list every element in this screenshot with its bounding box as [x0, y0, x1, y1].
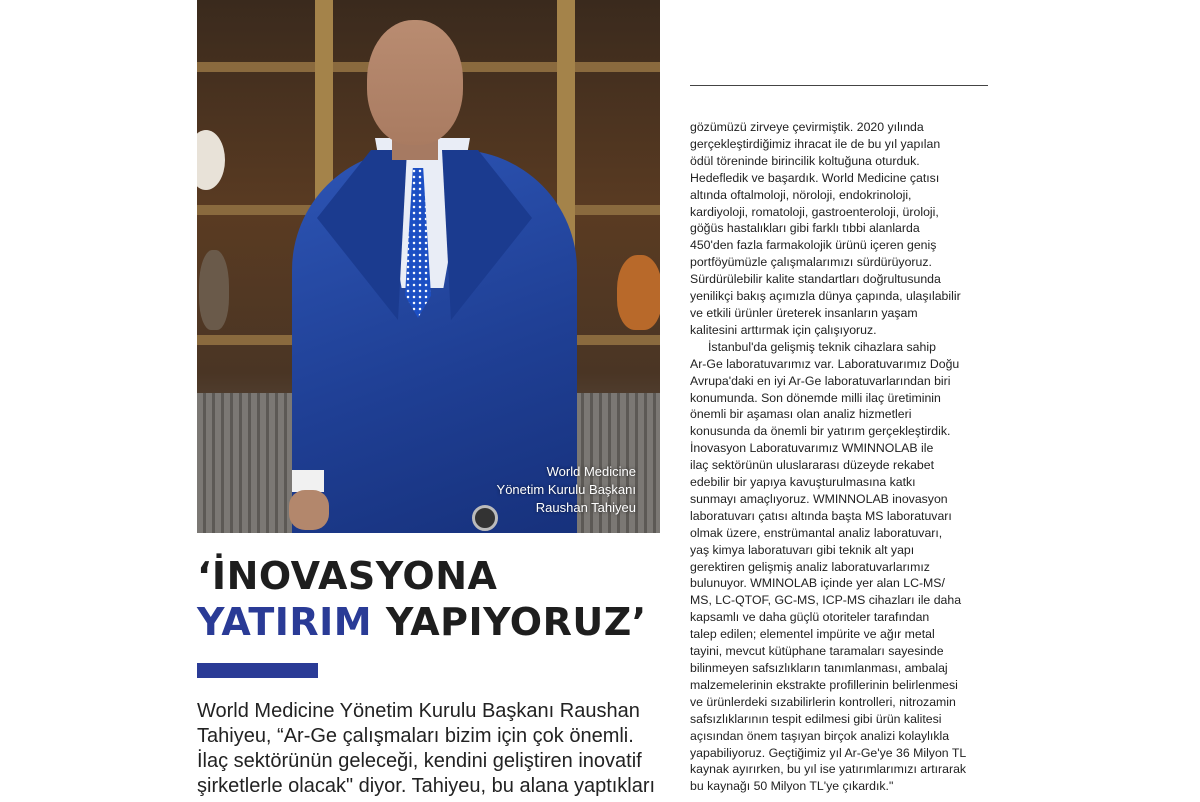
- headline-rest: YAPIYORUZ’: [372, 600, 647, 644]
- body-line: kaynak ayırırken, bu yıl ise yatırımlarımızı artırarak: [690, 762, 967, 777]
- lead-line: World Medicine Yönetim Kurulu Başkanı Raushan: [197, 700, 640, 722]
- body-line: Ar-Ge laboratuvarımız var. Laboratuvarımız Doğu: [690, 356, 960, 371]
- headline-line-2: [197, 599, 667, 645]
- body-line: gözümüzü zirveye çevirmiştik. 2020 yılında: [690, 120, 924, 134]
- body-line: bilinmeyen safsızlıkların tanımlanması, ambalaj: [690, 661, 948, 675]
- photo-caption: [497, 463, 636, 517]
- body-line: portföyümüzle çalışmalarımızı sürdürüyoruz.: [690, 255, 932, 270]
- body-line: ilaç sektörünün uluslararası düzeyde rekabet: [690, 458, 935, 473]
- body-line: tayini, mevcut kütüphane taramaları sayesinde: [690, 644, 944, 659]
- lead-line: şirketlerle olacak" diyor. Tahiyeu, bu alana yaptıkları: [197, 775, 656, 797]
- body-line: laboratuvarı çatısı altında başta MS laboratuvarı: [690, 508, 952, 523]
- body-line: kardiyoloji, romatoloji, gastroenteroloji, üroloji,: [690, 204, 939, 219]
- body-line: edebilir bir yapıya kavuşturulmasına katkı: [690, 475, 916, 490]
- vase: [617, 255, 660, 330]
- body-line: sunmayı amaçlıyoruz. WMINNOLAB inovasyon: [690, 491, 948, 506]
- body-line: ödül töreninde birincilik koltuğuna oturduk.: [690, 153, 920, 168]
- body-line: malzemelerinin ekstrakte profillerinin belirlenmesi: [690, 677, 958, 692]
- body-line: kalitesini arttırmak için çalışıyoruz.: [690, 322, 877, 337]
- headline-highlight: YATIRIM: [197, 600, 373, 644]
- lead-paragraph: [197, 699, 667, 799]
- body-line: açısından önem taşıyan birçok analizi kolaylıkla: [690, 728, 950, 743]
- accent-bar: [197, 663, 318, 678]
- body-line: bu kaynağı 50 Milyon TL'ye çıkardık.": [690, 779, 894, 794]
- column-divider: [690, 85, 988, 86]
- body-line: Avrupa'daki en iyi Ar-Ge laboratuvarlarından biri: [690, 373, 951, 388]
- head: [367, 20, 463, 145]
- article-headline: [197, 553, 667, 645]
- body-line: safsızlıklarının tespit edilmesi gibi ürün kalitesi: [690, 711, 942, 726]
- body-line: konusunda da önemli bir yatırım gerçekleştirdik.: [690, 424, 951, 439]
- body-line: kapsamlı ve daha güçlü otoriteler tarafından: [690, 610, 930, 625]
- shirt-cuff: [292, 470, 324, 492]
- headline-line-1: ‘İNOVASYONA: [197, 554, 498, 598]
- body-line: Sürdürülebilir kalite standartları doğrultusunda: [690, 272, 941, 287]
- body-column: [690, 119, 995, 795]
- body-line: İstanbul'da gelişmiş teknik cihazlara sahip: [708, 339, 936, 354]
- body-line: gerçekleştirdiğimiz ihracat ile de bu yıl yapılan: [690, 136, 941, 151]
- body-line: altında oftalmoloji, nöroloji, endokrinoloji,: [690, 187, 912, 202]
- body-line: olmak üzere, enstrümantal analiz laboratuvarı,: [690, 525, 943, 540]
- body-line: yenilikçi bakış açımızla dünya çapında, ulaşılabilir: [690, 289, 961, 304]
- caption-line: Yönetim Kurulu Başkanı: [496, 482, 636, 497]
- body-line: MS, LC-QTOF, GC-MS, ICP-MS cihazları ile daha: [690, 593, 962, 608]
- lamp: [197, 130, 225, 190]
- caption-line: Raushan Tahiyeu: [535, 500, 636, 515]
- body-line: Hedefledik ve başardık. World Medicine çatısı: [690, 170, 940, 185]
- body-line: konumunda. Son dönemde milli ilaç üretiminin: [690, 390, 941, 405]
- lead-line: Tahiyeu, “Ar-Ge çalışmaları bizim için çok önemli.: [197, 725, 634, 747]
- body-line: ve etkili ürünler üreterek insanların yaşam: [690, 305, 918, 320]
- body-line: gerektiren gelişmiş analiz laboratuvarlarımız: [690, 559, 930, 574]
- body-line: önemli bir aşaması olan analiz hizmetleri: [690, 407, 912, 422]
- portrait-photo: [197, 0, 660, 533]
- body-line: bulunuyor. WMINOLAB içinde yer alan LC-MS/: [690, 576, 945, 591]
- body-line: talep edilen; elementel impürite ve ağır metal: [690, 627, 935, 642]
- body-line: yaş kimya laboratuvarı gibi teknik alt yapı: [690, 542, 915, 557]
- body-line: ve ürünlerdeki sızabilirlerin kontrolleri, nitrozamin: [690, 694, 956, 709]
- hand: [289, 490, 329, 530]
- body-line: 450'den fazla farmakolojik ürünü içeren geniş: [690, 238, 937, 253]
- lead-line: İlaç sektörünün geleceği, kendini geliştiren inovatif: [197, 750, 642, 772]
- wristwatch: [472, 505, 498, 531]
- body-line: yapabiliyoruz. Geçtiğimiz yıl Ar-Ge'ye 36 Milyon TL: [690, 745, 967, 760]
- vase: [199, 250, 229, 330]
- body-line: göğüs hastalıkları gibi farklı tıbbi alanlarda: [690, 221, 920, 236]
- body-line: İnovasyon Laboratuvarımız WMINNOLAB ile: [690, 441, 934, 456]
- caption-line: World Medicine: [546, 464, 636, 479]
